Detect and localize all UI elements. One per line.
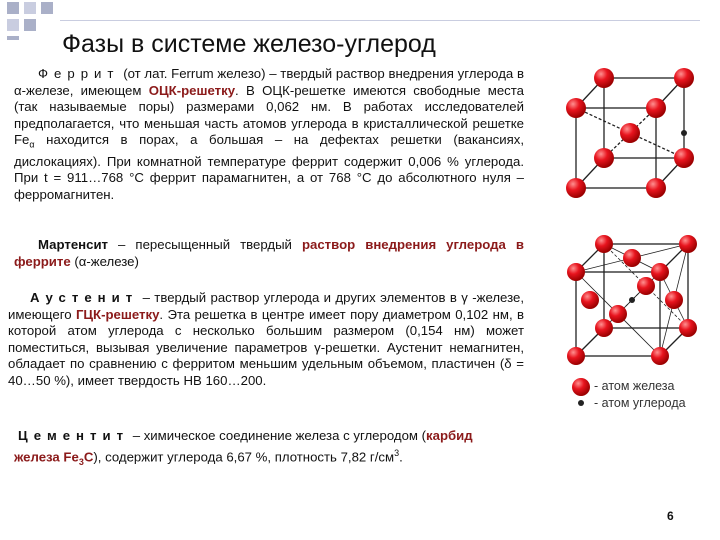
legend-carbon-label: - атом углерода [594,396,686,410]
ferrite-paragraph: Феррит (от лат. Ferrum железо) – твердый раствор внедрения углерода в α-железе, имеющем ОЦК-решетку. В ОЦК-решетке имеются свободные места (так называемые поры) размерами 0,062 нм. В работах исследователей предполагается, что меньшая часть атомов углерода в кристаллической решетке $Fe_\alpha$ находится в порах, а большая – на дефектах решетки (вакансиях, дислокациях). При комнатной температуре феррит содержит 0,006 % углерода. При t = 911…768 °С феррит парамагнитен, а от 768 °С до абсолютного нуля – ферромагнитен. [14,66,524,202]
fcc-lattice-diagram [552,228,712,378]
page-number: 6 [667,509,674,523]
ferrite-term: Феррит [38,66,120,81]
page-title: Фазы в системе железо-углерод [62,30,436,58]
corner-decoration [0,0,60,40]
fcc-lattice-term: ГЦК-решетку [75,306,160,322]
martensite-paragraph: Мартенсит – пересыщенный твердый раствор внедрения углерода в феррите (α-железе) [14,237,524,269]
fcc-carbon-atom [629,297,635,303]
legend-iron-atom-icon [571,377,591,397]
cementite-paragraph: Цементит – химическое соединение железа с углеродом (карбид железа $Fe_3C$), содержит углерода 6,67 %, плотность 7,82 $г/см^3$. [14,428,473,467]
bcc-carbon-atom [681,130,687,136]
bcc-lattice-diagram [556,60,706,220]
austenite-term: Аустенит [30,290,139,305]
title-rule [60,20,700,21]
legend-carbon-atom-icon [577,399,585,407]
cementite-term: Цементит [18,428,130,443]
bcc-lattice-term: ОЦК-решетку [148,82,236,98]
legend-iron-label: - атом железа [594,379,675,393]
martensite-term: Мартенсит [38,237,109,252]
austenite-paragraph: Аустенит – твердый раствор углерода и других элементов в γ -железе, имеющего ГЦК-решетку. Эта решетка в центре имеет пору диаметром 0,102 нм, в которой атом углерода с несколько большим размером (0,154 нм) может поместиться, вызывая увеличение параметров γ-решетки. Аустенит немагнитен, обладает по сравнению с ферритом меньшим удельным объемом, пластичен (δ = 40…50 %), имеет твердость НВ 160…200. [8,290,524,388]
